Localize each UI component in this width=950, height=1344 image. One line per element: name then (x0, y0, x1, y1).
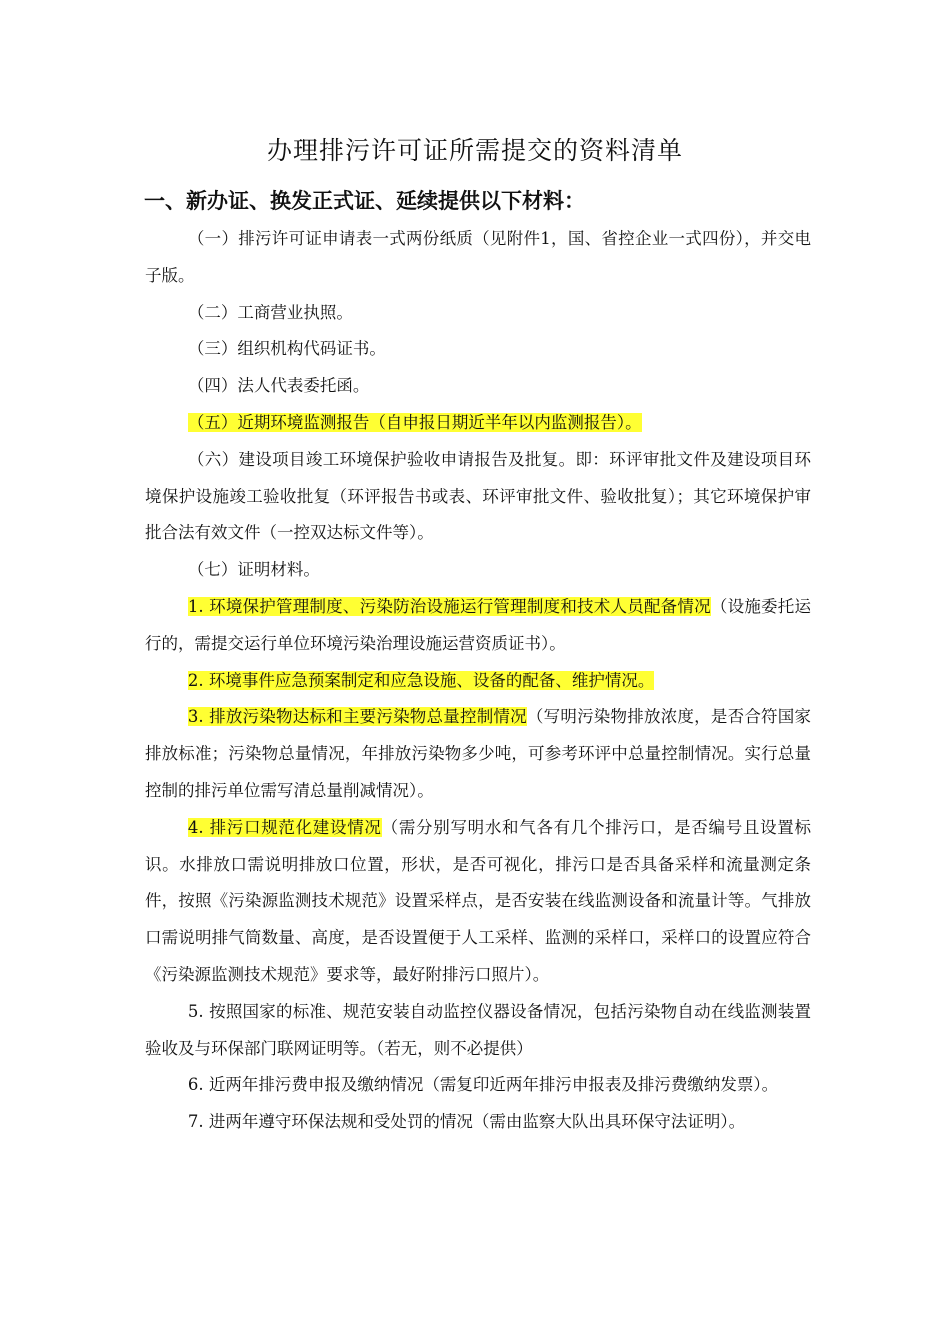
list-item: 5. 按照国家的标准、规范安装自动监控仪器设备情况，包括污染物自动在线监测装置验收及与环保部门联网证明等。（若无，则不必提供） (145, 1001, 811, 1058)
list-item: 4. 排污口规范化建设情况（需分别写明水和气各有几个排污口，是否编号且设置标识。水排放口需说明排放口位置，形状，是否可视化，排污口是否具备采样和流量测定条件，按照《污染源监测技术规范》设置采样点，是否安装在线监测设备和流量计等。气排放口需说明排气筒数量、高度，是否设置便于人工采样、监测的采样口，采样口的设置应符合《污染源监测技术规范》要求等，最好附排污口照片）。 (145, 817, 811, 984)
list-item: （六）建设项目竣工环境保护验收申请报告及批复。即：环评审批文件及建设项目环境保护设施竣工验收批复（环评报告书或表、环评审批文件、验收批复）；其它环境保护审批合法有效文件（一控双达标文件等）。 (145, 449, 811, 543)
document-body (145, 221, 811, 1141)
list-item: （二）工商营业执照。 (187, 302, 353, 322)
list-item: （七）证明材料。 (187, 560, 320, 580)
list-item: 7. 进两年遵守环保法规和受处罚的情况（需由监察大队出具环保守法证明）。 (187, 1112, 746, 1132)
list-item: （四）法人代表委托函。 (187, 376, 370, 396)
list-item: 6. 近两年排污费申报及缴纳情况（需复印近两年排污申报表及排污费缴纳发票）。 (187, 1075, 779, 1095)
list-item: （五）近期环境监测报告（自申报日期近半年以内监测报告）。 (187, 412, 642, 432)
list-item: 1. 环境保护管理制度、污染防治设施运行管理制度和技术人员配备情况（设施委托运行的，需提交运行单位环境污染治理设施运营资质证书）。 (145, 596, 812, 653)
list-item: （一）排污许可证申请表一式两份纸质（见附件1，国、省控企业一式四份），并交电子版。 (145, 229, 811, 285)
document-title: 办理排污许可证所需提交的资料清单 (266, 136, 683, 165)
section-heading: 一、新办证、换发正式证、延续提供以下材料： (144, 189, 585, 213)
list-item: 2. 环境事件应急预案制定和应急设施、设备的配备、维护情况。 (187, 670, 655, 690)
list-item: （三）组织机构代码证书。 (187, 339, 386, 359)
list-item: 3. 排放污染物达标和主要污染物总量控制情况（写明污染物排放浓度，是否合符国家排放标准；污染物总量情况，年排放污染物多少吨，可参考环评中总量控制情况。实行总量控制的排污单位需写清总量削减情况）。 (145, 707, 811, 800)
